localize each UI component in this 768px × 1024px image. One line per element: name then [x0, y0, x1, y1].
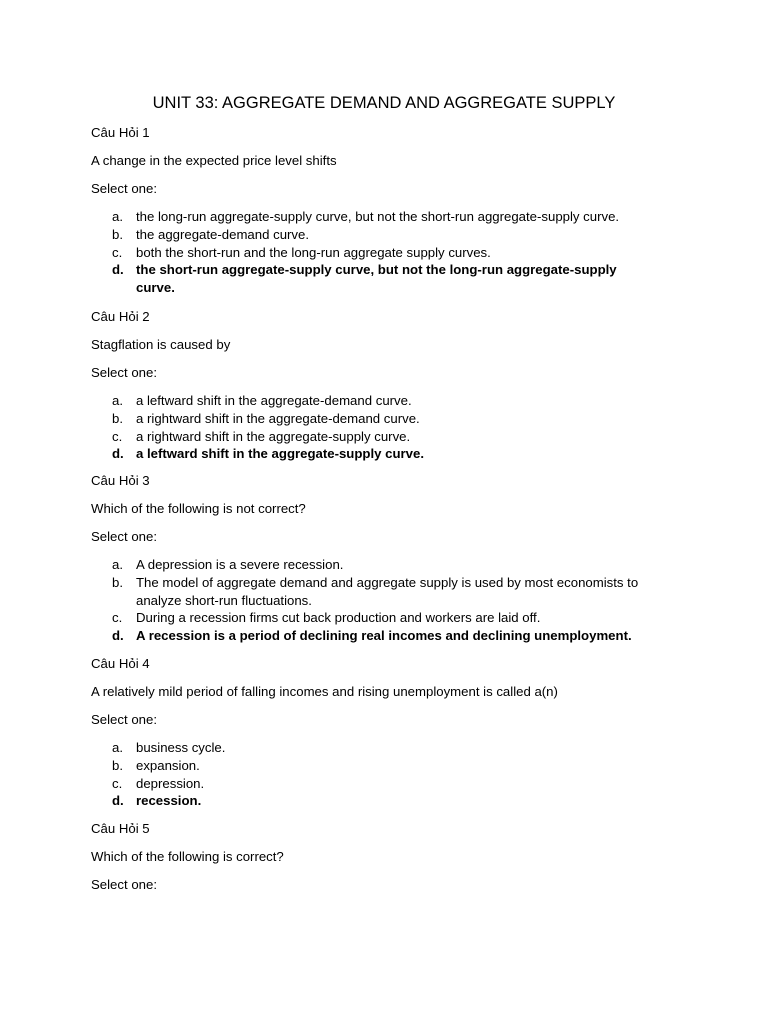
- question-2-heading: Câu Hỏi 2: [91, 309, 150, 324]
- option-text: the aggregate-demand curve.: [136, 226, 310, 242]
- option-letter: a.: [112, 393, 123, 408]
- option-letter: d.: [112, 793, 124, 809]
- question-2-text: Stagflation is caused by: [91, 337, 231, 352]
- question-3-prompt: Select one:: [91, 529, 157, 544]
- option-item: [112, 410, 672, 428]
- option-text: a rightward shift in the aggregate-demand curve.: [136, 410, 420, 426]
- option-text: recession.: [136, 793, 202, 809]
- question-4-text: A relatively mild period of falling incomes and rising unemployment is called a(n): [91, 684, 558, 699]
- question-5-prompt: Select one:: [91, 877, 157, 892]
- option-text: business cycle.: [136, 740, 226, 755]
- question-5-heading: Câu Hỏi 5: [91, 821, 150, 836]
- option-item-correct: [112, 627, 696, 645]
- option-letter: c.: [112, 428, 123, 444]
- option-text: A recession is a period of declining real incomes and declining unemployment.: [136, 628, 632, 644]
- option-letter: a.: [112, 740, 123, 755]
- question-3-text: Which of the following is not correct?: [91, 501, 306, 516]
- question-4-prompt: Select one:: [91, 712, 157, 727]
- option-letter: b.: [112, 410, 123, 426]
- option-item: [112, 574, 676, 610]
- option-text: depression.: [136, 775, 205, 791]
- option-text: During a recession firms cut back production and workers are laid off.: [136, 610, 541, 626]
- option-letter: b.: [112, 757, 123, 773]
- option-letter: d.: [112, 446, 124, 462]
- option-item-correct: [112, 792, 672, 810]
- question-5-text: Which of the following is correct?: [91, 849, 284, 864]
- option-item: [112, 208, 672, 226]
- option-item: [112, 428, 672, 446]
- option-item: [112, 757, 672, 775]
- question-3-options: [112, 556, 672, 645]
- question-4-options: [112, 739, 672, 810]
- question-3-heading: Câu Hỏi 3: [91, 473, 150, 488]
- option-letter: c.: [112, 244, 123, 260]
- option-item: [112, 226, 672, 244]
- question-1-options: [112, 208, 672, 297]
- option-text: a leftward shift in the aggregate-supply curve.: [136, 446, 424, 462]
- option-item-correct: [112, 445, 672, 463]
- option-item: [112, 244, 672, 262]
- option-letter: b.: [112, 226, 123, 242]
- option-item: [112, 556, 672, 574]
- option-item-correct: [112, 261, 656, 297]
- option-text: The model of aggregate demand and aggregate supply is used by most economists to analyze short-run fluctuations.: [136, 574, 639, 608]
- option-text: the long-run aggregate-supply curve, but not the short-run aggregate-supply curve.: [136, 209, 620, 224]
- option-item: [112, 739, 672, 757]
- question-1-heading: Câu Hỏi 1: [91, 125, 150, 140]
- page-title: UNIT 33: AGGREGATE DEMAND AND AGGREGATE SUPPLY: [152, 94, 616, 112]
- option-letter: d.: [112, 628, 124, 644]
- option-letter: c.: [112, 610, 123, 626]
- question-2-prompt: Select one:: [91, 365, 157, 380]
- option-item: [112, 392, 672, 410]
- option-text: a rightward shift in the aggregate-supply curve.: [136, 428, 411, 444]
- option-letter: d.: [112, 262, 124, 278]
- option-item: [112, 775, 672, 793]
- question-4-heading: Câu Hỏi 4: [91, 656, 150, 671]
- option-text: A depression is a severe recession.: [136, 557, 344, 572]
- option-letter: b.: [112, 574, 123, 590]
- question-1-text: A change in the expected price level shifts: [91, 153, 337, 168]
- option-text: the short-run aggregate-supply curve, but not the long-run aggregate-supply curve.: [136, 262, 617, 296]
- option-letter: a.: [112, 557, 123, 572]
- option-text: expansion.: [136, 757, 200, 773]
- option-text: both the short-run and the long-run aggregate supply curves.: [136, 244, 491, 260]
- question-2-options: [112, 392, 672, 463]
- option-text: a leftward shift in the aggregate-demand curve.: [136, 393, 412, 408]
- option-item: [112, 609, 672, 627]
- option-letter: a.: [112, 209, 123, 224]
- question-1-prompt: Select one:: [91, 181, 157, 196]
- option-letter: c.: [112, 775, 123, 791]
